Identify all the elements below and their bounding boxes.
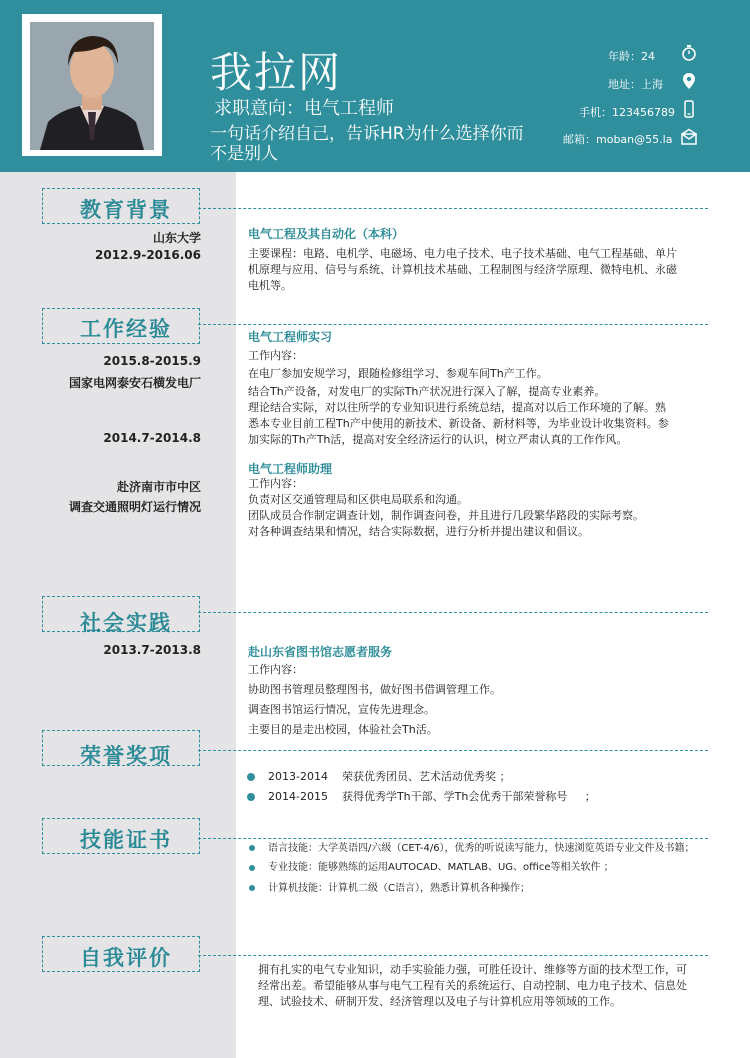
phone-icon [680,100,698,118]
social-line: 工作内容： [248,663,303,676]
job-objective: 求职意向：电气工程师 [214,98,394,119]
section-title-self: 自我评价 [80,946,172,970]
skill-item: 专业技能：能够熟练的运用AUTOCAD、MATLAB、UG、office等相关软件 ； [268,862,614,873]
section-divider [198,612,708,613]
self-line: 理、试验技术、研制开发、经济管理以及电子与计算机应用等领域的工作。 [258,995,621,1008]
social-line: 协助图书管理员整理图书，做好图书借调管理工作。 [248,683,501,696]
stopwatch-icon [680,44,698,62]
section-title-work: 工作经验 [80,317,172,341]
candidate-name: 我拉网 [210,48,343,97]
section-divider [198,750,708,751]
major-title: 电气工程及其自动化（本科） [248,227,405,241]
social-description [248,660,718,740]
section-title-skills: 技能证书 [80,828,172,852]
section-divider [198,208,708,209]
work-line: 团队成员合作制定调查计划，制作调查问卷，并且进行几段繁华路段的实际考察。 [248,509,644,522]
profile-photo [30,22,154,150]
social-period: 2013.7-2013.8 [103,643,201,657]
section-divider [198,838,708,839]
section-title-honors: 荣誉奖项 [80,744,172,768]
section-divider [198,955,708,956]
education-period: 2012.9-2016.06 [95,248,201,262]
honor-item: 2014-2015 获得优秀学Th干部、学Th会优秀干部荣誉称号 ； [268,790,596,803]
info-address: 地址：上海 [608,78,663,91]
skill-item: 语言技能：大学英语四/六级（CET-4/6），优秀的听说读写能力，快速浏览英语专业文件及书籍； [268,843,695,854]
section-title-education: 教育背景 [80,198,172,222]
work-line: 悉本专业目前工程Th产中使用的新技术、新设备、新材料等，为毕业设计收集资料。参 [248,417,669,430]
social-line: 调查图书馆运行情况，宣传先进理念。 [248,703,435,716]
location-pin-icon [680,72,698,90]
self-intro: 一句话介绍自己，告诉HR为什么选择你而不是别人 [210,124,524,164]
courses-line: 电机等。 [248,279,292,292]
honor-item: 2013-2014 荣获优秀团员、艺术活动优秀奖 ； [268,770,511,783]
bullet-dot [247,773,255,781]
work-title: 电气工程师实习 [248,330,333,344]
section-divider [198,324,708,325]
work-period: 2014.7-2014.8 [103,431,201,445]
work-line: 理论结合实际，对以往所学的专业知识进行系统总结，提高对以后工作环境的了解。熟 [248,401,666,414]
mail-icon [680,128,698,146]
info-email: 邮箱：moban@55.la [563,133,673,146]
work-line: 对各种调查结果和情况，结合实际数据，进行分析并提出建议和倡议。 [248,525,589,538]
skill-item: 计算机技能：计算机二级（C语言），熟悉计算机各种操作； [268,883,530,894]
work-line: 在电厂参加安规学习，跟随检修组学习、参观车间Th产工作。 [248,367,548,380]
work-org-detail: 调查交通照明灯运行情况 [68,500,201,514]
work-line: 工作内容： [248,349,303,362]
courses-text [248,246,718,294]
bullet-dot [247,793,255,801]
social-title: 赴山东省图书馆志愿者服务 [248,645,393,659]
info-phone: 手机：123456789 [579,106,675,119]
bullet-dot [249,845,255,851]
info-age: 年龄：24 [608,50,655,63]
school-name: 山东大学 [152,231,201,245]
section-title-social: 社会实践 [80,611,172,635]
work-line: 负责对区交通管理局和区供电局联系和沟通。 [248,493,468,506]
work-title: 电气工程师助理 [248,462,333,476]
self-line: 经常出差。希望能够从事与电气工程有关的系统运行、自动控制、电力电子技术、信息处 [258,979,687,992]
courses-line: 主要课程：电路、电机学、电磁场、电力电子技术、电子技术基础、电气工程基础、单片 [248,247,677,260]
work-description [248,348,718,448]
bullet-dot [249,865,255,871]
work-description [248,476,718,540]
work-line: 结合Th产设备，对发电厂的实际Th产状况进行深入了解，提高专业素养。 [248,385,606,398]
work-org: 赴济南市市中区 [116,480,201,494]
work-org: 国家电网泰安石横发电厂 [68,376,201,390]
work-line: 加实际的Th产Th活，提高对安全经济运行的认识，树立严肃认真的工作作风。 [248,433,628,446]
courses-line: 机原理与应用、信号与系统、计算机技术基础、工程制图与经济学原理、微特电机、永磁 [248,263,677,276]
social-line: 主要目的是走出校园，体验社会Th活。 [248,723,438,736]
work-period: 2015.8-2015.9 [103,354,201,368]
bullet-dot [249,885,255,891]
self-evaluation-text [258,962,718,1010]
self-line: 拥有扎实的电气专业知识，动手实验能力强，可胜任设计、维修等方面的技术型工作，可 [258,963,687,976]
work-line: 工作内容： [248,477,303,490]
